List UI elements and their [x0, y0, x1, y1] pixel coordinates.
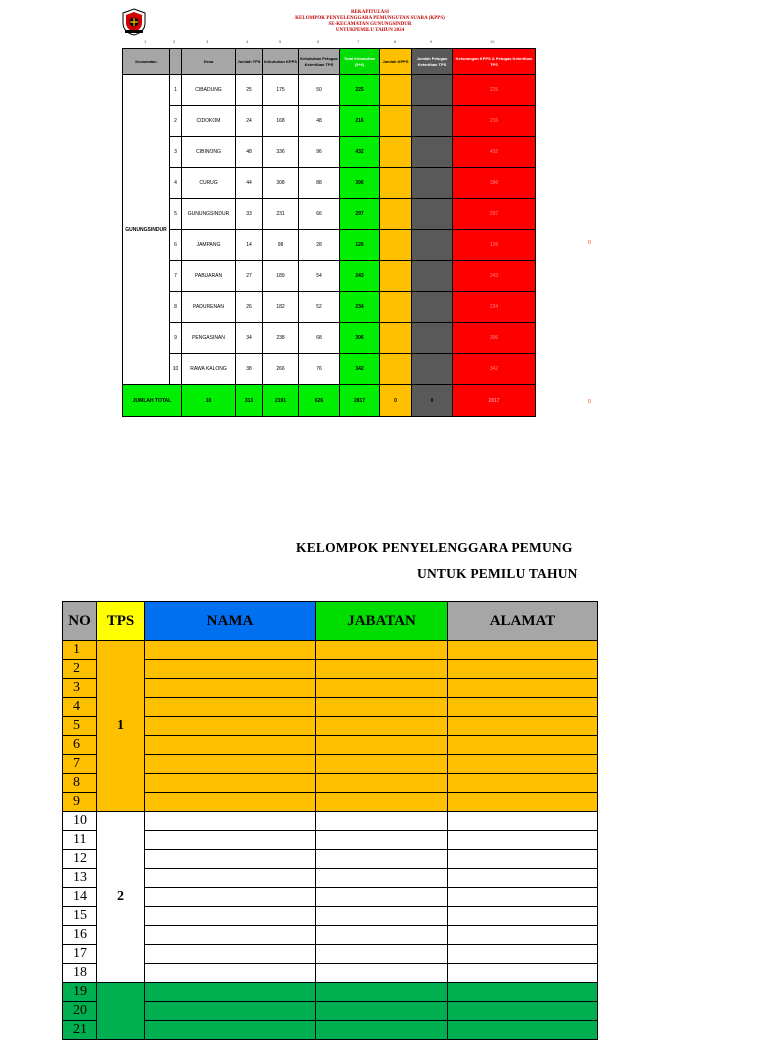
tps-cell: 38	[236, 354, 263, 385]
kpps-cell: 231	[263, 199, 299, 230]
nama-cell[interactable]	[145, 641, 316, 660]
tps-cell: 14	[236, 230, 263, 261]
row-number: 12	[63, 850, 97, 869]
kekurangan-cell: 225	[453, 75, 536, 106]
jabatan-cell[interactable]	[316, 926, 448, 945]
alamat-cell[interactable]	[448, 812, 598, 831]
jumlah-kpps-cell	[380, 199, 412, 230]
jabatan-cell[interactable]	[316, 812, 448, 831]
desa-cell: PABUARAN	[182, 261, 236, 292]
petugas-cell: 96	[299, 137, 340, 168]
jumlah-petugas-cell	[412, 199, 453, 230]
jabatan-cell[interactable]	[316, 983, 448, 1002]
jabatan-cell[interactable]	[316, 1021, 448, 1040]
jabatan-cell[interactable]	[316, 869, 448, 888]
total-jumlah-kpps: 0	[380, 385, 412, 417]
row-number: 7	[170, 261, 182, 292]
alamat-cell[interactable]	[448, 1002, 598, 1021]
alamat-cell[interactable]	[448, 964, 598, 983]
header-tps: TPS	[97, 602, 145, 641]
nama-cell[interactable]	[145, 793, 316, 812]
jumlah-petugas-cell	[412, 75, 453, 106]
row-number: 20	[63, 1002, 97, 1021]
jumlah-kpps-cell	[380, 75, 412, 106]
recap-row	[123, 199, 536, 230]
side-value: 0	[588, 240, 591, 246]
kekurangan-cell: 342	[453, 354, 536, 385]
jumlah-kpps-cell	[380, 106, 412, 137]
alamat-cell[interactable]	[448, 888, 598, 907]
header-no: NO	[63, 602, 97, 641]
recap-title-4: UNTUKPEMILU TAHUN 2024	[335, 28, 405, 33]
kekurangan-cell: 234	[453, 292, 536, 323]
row-number: 11	[63, 831, 97, 850]
row-number: 10	[63, 812, 97, 831]
kpps-cell: 336	[263, 137, 299, 168]
row-number: 21	[63, 1021, 97, 1040]
row-number: 8	[170, 292, 182, 323]
alamat-cell[interactable]	[448, 774, 598, 793]
row-number: 6	[170, 230, 182, 261]
row-number: 8	[63, 774, 97, 793]
row-number: 4	[170, 168, 182, 199]
jabatan-cell[interactable]	[316, 793, 448, 812]
recap-title-3: SE-KECAMATAN GUNUNGSINDUR	[328, 22, 412, 27]
side-value: 0	[588, 399, 591, 405]
kpps-row	[63, 641, 598, 660]
row-number: 3	[63, 679, 97, 698]
alamat-cell[interactable]	[448, 793, 598, 812]
row-number: 17	[63, 945, 97, 964]
header-no	[170, 49, 182, 75]
header-kebutuhan-kpps: Kebutuhan KPPS	[263, 49, 299, 75]
row-number: 18	[63, 964, 97, 983]
column-number: 3	[206, 39, 209, 44]
petugas-cell: 54	[299, 261, 340, 292]
nama-cell[interactable]	[145, 812, 316, 831]
total-kebutuhan-cell: 432	[340, 137, 380, 168]
row-number: 10	[170, 354, 182, 385]
nama-cell[interactable]	[145, 869, 316, 888]
petugas-cell: 50	[299, 75, 340, 106]
tps-group-cell	[97, 983, 145, 1040]
total-kpps: 2191	[263, 385, 299, 417]
row-number: 9	[63, 793, 97, 812]
desa-cell: CIBINONG	[182, 137, 236, 168]
row-number: 9	[170, 323, 182, 354]
alamat-cell[interactable]	[448, 1021, 598, 1040]
jabatan-cell[interactable]	[316, 774, 448, 793]
jabatan-cell[interactable]	[316, 945, 448, 964]
alamat-cell[interactable]	[448, 679, 598, 698]
jumlah-petugas-cell	[412, 168, 453, 199]
nama-cell[interactable]	[145, 964, 316, 983]
desa-cell: GUNUNGSINDUR	[182, 199, 236, 230]
kpu-logo	[121, 8, 147, 36]
tps-cell: 44	[236, 168, 263, 199]
kpps-cell: 308	[263, 168, 299, 199]
jumlah-petugas-cell	[412, 137, 453, 168]
jabatan-cell[interactable]	[316, 1002, 448, 1021]
column-number: 2	[173, 39, 176, 44]
jabatan-cell[interactable]	[316, 736, 448, 755]
kekurangan-cell: 126	[453, 230, 536, 261]
jumlah-kpps-cell	[380, 230, 412, 261]
recap-row	[123, 106, 536, 137]
column-number: 7	[357, 39, 360, 44]
column-number: 9	[430, 39, 433, 44]
petugas-cell: 52	[299, 292, 340, 323]
row-number: 5	[170, 199, 182, 230]
total-kebutuhan-cell: 306	[340, 323, 380, 354]
row-number: 1	[170, 75, 182, 106]
kpps-cell: 238	[263, 323, 299, 354]
kpps-cell: 189	[263, 261, 299, 292]
header-jumlah-tps: Jumlah TPS	[236, 49, 263, 75]
jumlah-petugas-cell	[412, 106, 453, 137]
jabatan-cell[interactable]	[316, 660, 448, 679]
alamat-cell[interactable]	[448, 641, 598, 660]
jabatan-cell[interactable]	[316, 698, 448, 717]
nama-cell[interactable]	[145, 888, 316, 907]
jumlah-petugas-cell	[412, 323, 453, 354]
kekurangan-cell: 297	[453, 199, 536, 230]
jumlah-petugas-cell	[412, 230, 453, 261]
jabatan-cell[interactable]	[316, 907, 448, 926]
nama-cell[interactable]	[145, 679, 316, 698]
petugas-cell: 28	[299, 230, 340, 261]
desa-cell: CURUG	[182, 168, 236, 199]
desa-cell: PADURENAN	[182, 292, 236, 323]
nama-cell[interactable]	[145, 907, 316, 926]
jumlah-kpps-cell	[380, 354, 412, 385]
recap-title-2: KELOMPOK PENYELENGGARA PEMUNGUTAN SUARA (KPPS)	[295, 16, 445, 21]
alamat-cell[interactable]	[448, 926, 598, 945]
tps-cell: 26	[236, 292, 263, 323]
alamat-cell[interactable]	[448, 831, 598, 850]
nama-cell[interactable]	[145, 774, 316, 793]
desa-cell: PENGASINAN	[182, 323, 236, 354]
petugas-cell: 68	[299, 323, 340, 354]
recap-row	[123, 230, 536, 261]
kekurangan-cell: 432	[453, 137, 536, 168]
recap-header-row	[123, 49, 536, 75]
jumlah-petugas-cell	[412, 261, 453, 292]
tps-cell: 33	[236, 199, 263, 230]
column-number: 6	[317, 39, 320, 44]
jabatan-cell[interactable]	[316, 888, 448, 907]
total-kebutuhan-cell: 225	[340, 75, 380, 106]
kpps-cell: 266	[263, 354, 299, 385]
jabatan-cell[interactable]	[316, 831, 448, 850]
tps-cell: 24	[236, 106, 263, 137]
total-desa: 10	[182, 385, 236, 417]
kpps-cell: 98	[263, 230, 299, 261]
jumlah-kpps-cell	[380, 168, 412, 199]
jabatan-cell[interactable]	[316, 850, 448, 869]
header-jabatan: JABATAN	[316, 602, 448, 641]
tps-group-cell: 1	[97, 641, 145, 812]
jumlah-kpps-cell	[380, 261, 412, 292]
recap-total-row	[123, 385, 536, 417]
petugas-cell: 88	[299, 168, 340, 199]
recap-row	[123, 261, 536, 292]
header-alamat: ALAMAT	[448, 602, 598, 641]
nama-cell[interactable]	[145, 1002, 316, 1021]
total-kebutuhan-cell: 297	[340, 199, 380, 230]
jabatan-cell[interactable]	[316, 755, 448, 774]
tps-group-cell: 2	[97, 812, 145, 983]
kpps-title-1: KELOMPOK PENYELENGGARA PEMUNG	[296, 540, 573, 555]
header-total-kebutuhan: Total Kebutuhan (5+6)	[340, 49, 380, 75]
nama-cell[interactable]	[145, 850, 316, 869]
total-kebutuhan-cell: 216	[340, 106, 380, 137]
nama-cell[interactable]	[145, 926, 316, 945]
kpps-cell: 168	[263, 106, 299, 137]
jumlah-kpps-cell	[380, 323, 412, 354]
jabatan-cell[interactable]	[316, 679, 448, 698]
column-number: 5	[279, 39, 282, 44]
alamat-cell[interactable]	[448, 717, 598, 736]
header-kekurangan: Kekurangan KPPS & Petugas Ketertiban TPS	[453, 49, 536, 75]
recap-row	[123, 323, 536, 354]
kpps-cell: 175	[263, 75, 299, 106]
alamat-cell[interactable]	[448, 698, 598, 717]
jumlah-kpps-cell	[380, 137, 412, 168]
kekurangan-cell: 306	[453, 323, 536, 354]
header-jumlah-petugas: Jumlah Petugas Ketertiban TPS	[412, 49, 453, 75]
nama-cell[interactable]	[145, 736, 316, 755]
petugas-cell: 76	[299, 354, 340, 385]
desa-cell: RAWA KALONG	[182, 354, 236, 385]
recap-row	[123, 292, 536, 323]
alamat-cell[interactable]	[448, 869, 598, 888]
nama-cell[interactable]	[145, 755, 316, 774]
row-number: 6	[63, 736, 97, 755]
recap-row	[123, 137, 536, 168]
alamat-cell[interactable]	[448, 736, 598, 755]
kecamatan-cell: GUNUNGSINDUR	[123, 75, 170, 385]
alamat-cell[interactable]	[448, 945, 598, 964]
kpps-header-row	[63, 602, 598, 641]
kekurangan-cell: 216	[453, 106, 536, 137]
desa-cell: CIBADUNG	[182, 75, 236, 106]
row-number: 15	[63, 907, 97, 926]
alamat-cell[interactable]	[448, 907, 598, 926]
row-number: 1	[63, 641, 97, 660]
header-kecamatan: Kecamatan	[123, 49, 170, 75]
kpps-row	[63, 983, 598, 1002]
total-kebutuhan-cell: 243	[340, 261, 380, 292]
header-jumlah-kpps: Jumlah KPPS	[380, 49, 412, 75]
tps-cell: 34	[236, 323, 263, 354]
jabatan-cell[interactable]	[316, 641, 448, 660]
total-tps: 313	[236, 385, 263, 417]
recap-title-1: REKAPITULASI	[350, 10, 390, 15]
row-number: 19	[63, 983, 97, 1002]
alamat-cell[interactable]	[448, 660, 598, 679]
row-number: 7	[63, 755, 97, 774]
total-kebutuhan-cell: 126	[340, 230, 380, 261]
header-desa: Desa	[182, 49, 236, 75]
kekurangan-cell: 396	[453, 168, 536, 199]
column-number: 4	[246, 39, 249, 44]
nama-cell[interactable]	[145, 831, 316, 850]
desa-cell: CIDOKOM	[182, 106, 236, 137]
header-kebutuhan-petugas: Kebutuhan Petugas Ketertiban TPS	[299, 49, 340, 75]
jumlah-kpps-cell	[380, 292, 412, 323]
column-number: 10	[490, 39, 495, 44]
row-number: 2	[170, 106, 182, 137]
petugas-cell: 48	[299, 106, 340, 137]
kpps-table-viewport	[62, 601, 599, 1037]
column-number-row	[122, 39, 536, 45]
total-kebutuhan-cell: 234	[340, 292, 380, 323]
kpps-row	[63, 812, 598, 831]
row-number: 13	[63, 869, 97, 888]
row-number: 3	[170, 137, 182, 168]
nama-cell[interactable]	[145, 983, 316, 1002]
total-petugas: 626	[299, 385, 340, 417]
total-jumlah-petugas: 0	[412, 385, 453, 417]
kekurangan-cell: 243	[453, 261, 536, 292]
nama-cell[interactable]	[145, 945, 316, 964]
alamat-cell[interactable]	[448, 755, 598, 774]
jabatan-cell[interactable]	[316, 717, 448, 736]
recap-row	[123, 168, 536, 199]
column-number: 8	[394, 39, 397, 44]
kpps-title-2: UNTUK PEMILU TAHUN	[417, 566, 578, 581]
alamat-cell[interactable]	[448, 983, 598, 1002]
tps-cell: 27	[236, 261, 263, 292]
kpps-cell: 182	[263, 292, 299, 323]
jumlah-petugas-cell	[412, 354, 453, 385]
nama-cell[interactable]	[145, 660, 316, 679]
total-kekurangan: 2817	[453, 385, 536, 417]
recap-row	[123, 75, 536, 106]
total-kebutuhan: 2817	[340, 385, 380, 417]
recap-row	[123, 354, 536, 385]
jumlah-petugas-cell	[412, 292, 453, 323]
row-number: 14	[63, 888, 97, 907]
alamat-cell[interactable]	[448, 850, 598, 869]
nama-cell[interactable]	[145, 1021, 316, 1040]
row-number: 5	[63, 717, 97, 736]
kpps-table	[62, 601, 598, 1040]
total-label: JUMLAH TOTAL	[123, 385, 182, 417]
nama-cell[interactable]	[145, 698, 316, 717]
column-number: 1	[144, 39, 147, 44]
nama-cell[interactable]	[145, 717, 316, 736]
desa-cell: JAMPANG	[182, 230, 236, 261]
total-kebutuhan-cell: 342	[340, 354, 380, 385]
recap-table	[122, 48, 536, 417]
row-number: 2	[63, 660, 97, 679]
row-number: 4	[63, 698, 97, 717]
tps-cell: 48	[236, 137, 263, 168]
row-number: 16	[63, 926, 97, 945]
header-nama: NAMA	[145, 602, 316, 641]
petugas-cell: 66	[299, 199, 340, 230]
total-kebutuhan-cell: 396	[340, 168, 380, 199]
tps-cell: 25	[236, 75, 263, 106]
jabatan-cell[interactable]	[316, 964, 448, 983]
